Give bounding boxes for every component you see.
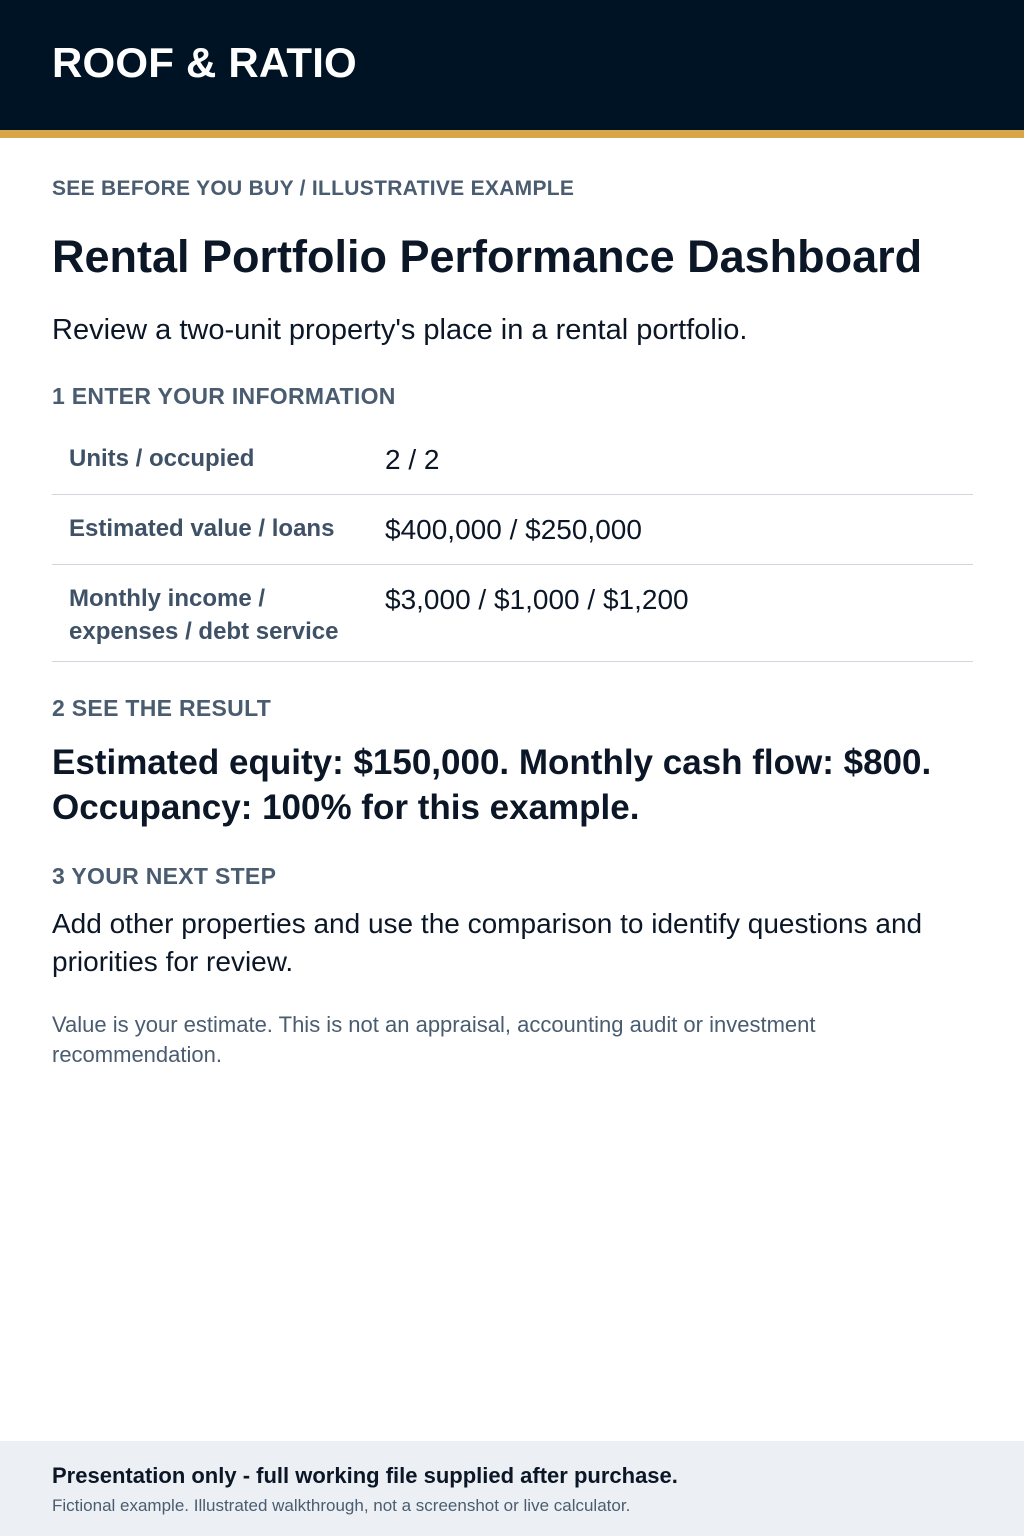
eyebrow-label: SEE BEFORE YOU BUY / ILLUSTRATIVE EXAMPLE [52,177,575,200]
page-title: Rental Portfolio Performance Dashboard [52,231,923,282]
step-2-heading: 2 SEE THE RESULT [52,695,272,721]
info-row-value: $400,000 / $250,000 [385,514,642,545]
step-1-heading: 1 ENTER YOUR INFORMATION [52,383,396,409]
info-row [52,565,973,662]
info-table [52,425,973,662]
info-row [52,495,973,565]
header-bar [0,0,1024,130]
info-row-value: 2 / 2 [385,444,440,475]
result-summary: Estimated equity: $150,000. Monthly cash flow: $800. Occupancy: 100% for this example. [52,743,932,827]
step-3-heading: 3 YOUR NEXT STEP [52,863,277,889]
info-row-label: Units / occupied [69,445,255,472]
info-row-label: Monthly income / expenses / debt service [69,585,339,645]
footer-bar [0,1441,1024,1536]
disclaimer-note: Value is your estimate. This is not an appraisal, accounting audit or investment recommendation. [52,1012,816,1067]
header-accent-rule [0,130,1024,138]
brand-logo-text: ROOF & RATIO [52,39,357,86]
info-row-value: $3,000 / $1,000 / $1,200 [385,584,689,615]
info-row-label: Estimated value / loans [69,515,335,542]
page-subtitle: Review a two-unit property's place in a rental portfolio. [52,314,748,346]
footer-sub-text: Fictional example. Illustrated walkthrough, not a screenshot or live calculator. [52,1496,631,1515]
info-row [52,425,973,495]
footer-main-text: Presentation only - full working file supplied after purchase. [52,1463,678,1488]
next-step-text: Add other properties and use the comparison to identify questions and priorities for review. [52,908,923,977]
